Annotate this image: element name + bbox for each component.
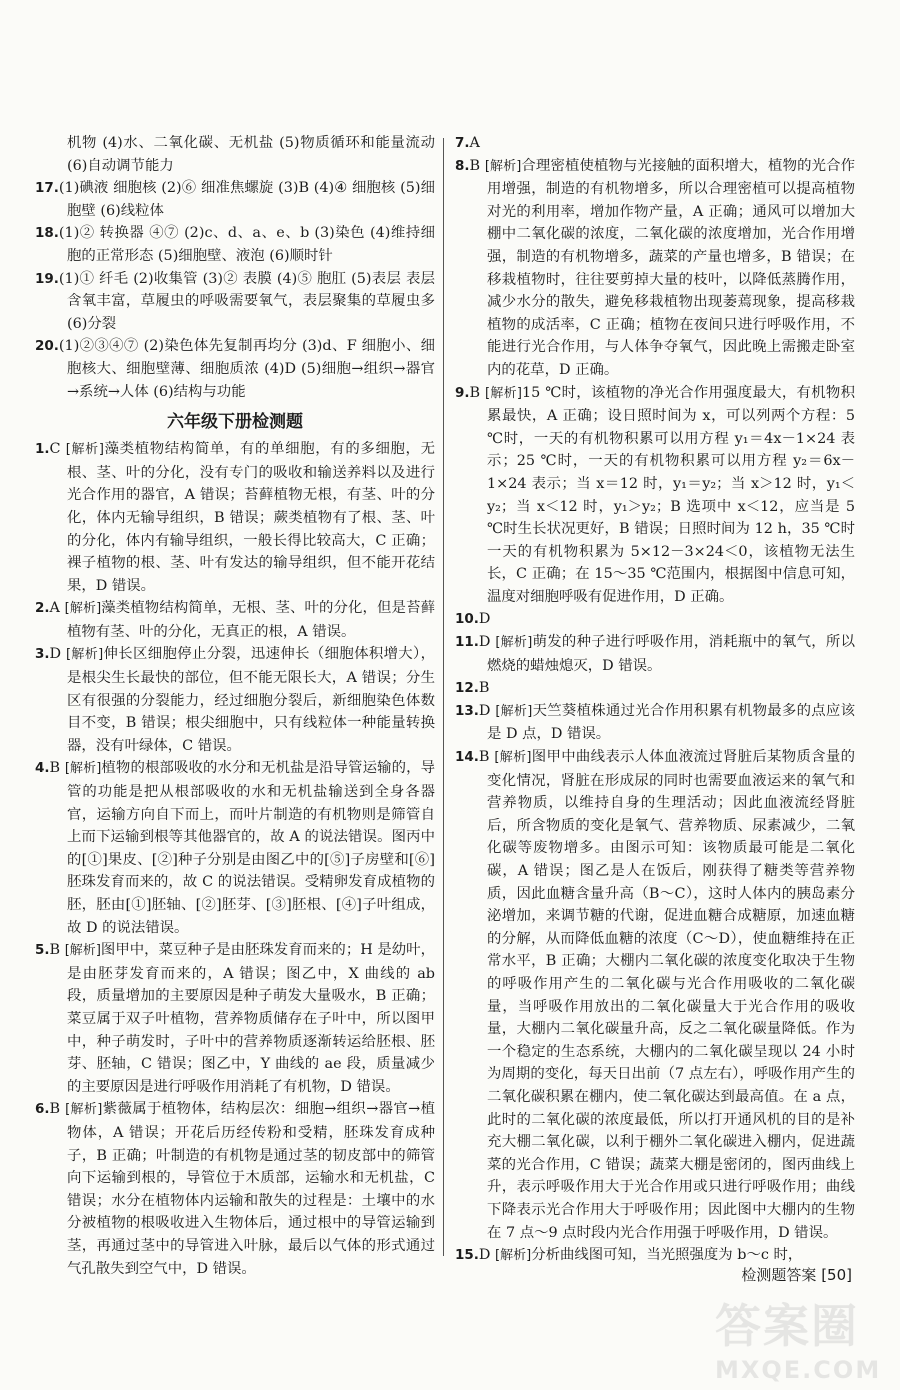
analysis-tag: [解析] — [65, 1102, 103, 1118]
page-footer — [741, 1264, 852, 1285]
answer-item — [35, 335, 435, 403]
answer-text: 天竺葵植株通过光合作用积累有机物最多的点应该是 D 点，D 错误。 — [487, 702, 855, 743]
section-heading: 六年级下册检测题 — [167, 412, 303, 433]
watermark-title: 答案圈 — [715, 1299, 859, 1353]
analysis-tag: [解析] — [484, 385, 523, 401]
answer-text: 分析曲线图可知，当光照强度为 b～c 时， — [531, 1247, 803, 1264]
analysis-tag: [解析] — [64, 943, 101, 959]
answer-choice: A — [49, 600, 65, 617]
answer-item — [35, 1098, 435, 1280]
answer-text: 植物的根部吸收的水分和无机盐是沿导管运输的，导管的功能是把从根部吸收的水和无机盐输送到全身各器官，运输方向自下而上，而叶片制造的有机物则是筛管自上而下运输到根等其他器官的，故 A 的说法错误。图丙中的[①]果皮、[②]种子分别是由图乙中的[⑤]子房壁和[⑥]胚珠发育而来的，故 C 的说法错误。受精卵发育成植物的胚，胚由[①]胚轴、[②]胚芽、[③]胚根、[④]子叶组成，故 D 的说法错误。 — [67, 760, 435, 936]
question-number: 1. — [35, 441, 50, 458]
answer-item — [455, 746, 855, 1244]
answer-choice: D — [478, 611, 491, 628]
analysis-tag: [解析] — [494, 750, 532, 766]
answer-choice: B — [49, 760, 65, 777]
answer-text: 图甲中，菜豆种子是由胚珠发育而来的；H 是幼叶，是由胚芽发育而来的，A 错误；图乙中，X 曲线的 ab 段，质量增加的主要原因是种子萌发大量吸水，B 正确；菜豆属于双子叶植物，营养物质储存在子叶中，所以图甲中，种子萌发时，子叶中的营养物质逐渐转运给胚根、胚芽、胚轴，C 错误；图乙中，Y 曲线的 ae 段，质量减少的主要原因是进行呼吸作用消耗了有机物，D 错误。 — [67, 942, 435, 1095]
answer-item — [35, 177, 435, 222]
question-number: 6. — [35, 1101, 50, 1118]
question-number: 11. — [455, 634, 479, 651]
footer-label: 检测题答案 — [741, 1266, 817, 1284]
answer-choice: B — [49, 942, 65, 959]
answer-item — [35, 438, 435, 597]
answer-choice: B — [49, 1101, 66, 1118]
answer-text: 藻类植物结构简单，有的单细胞，有的多细胞，无根、茎、叶的分化，没有专门的吸收和输送养料以及进行光合作用的器官，A 错误；苔藓植物无根，有茎、叶的分化，体内无输导组织，B 错误；蕨类植物有了根、茎、叶的分化，体内有输导组织，一般长得比较高大，C 正确；裸子植物的根、茎、叶有发达的输导组织，但不能开花结果，D 错误。 — [67, 441, 435, 594]
question-number: 18. — [35, 225, 59, 242]
answer-choice: B — [478, 680, 490, 697]
page-number: [50] — [821, 1266, 852, 1284]
question-number: 8. — [455, 157, 470, 174]
answer-text: 15 ℃时，该植物的净光合作用强度最大，有机物积累最快，A 正确；设日照时间为 x，可以列两个方程：5 ℃时，一天的有机物积累可以用方程 y₁＝4x－1×24 表示；25 ℃时，一天的有机物积累可以用方程 y₂＝6x－1×24 表示；当 x＝12 时，y₁＝y₂；当 x＞12 时，y₁＜y₂；当 x＜12 时，y₁＞y₂；B 选项中 x＜12，应当是 5 ℃时生长状况更好，B 错误；日照时间为 12 h，35 ℃时一天的有机物积累为 5×12－3×24＜0，该植物无法生长，C 正确；在 15～35 ℃范围内，根据图中信息可知，温度对细胞呼吸有促进作用，D 正确。 — [487, 384, 855, 605]
question-number: 14. — [455, 749, 479, 766]
question-number: 5. — [35, 942, 50, 959]
question-number: 7. — [455, 135, 470, 151]
left-column — [35, 132, 435, 1280]
answer-item — [35, 757, 435, 939]
answer-text: 图甲中曲线表示人体血液流过肾脏后某物质含量的变化情况，肾脏在形成尿的同时也需要血液运来的氧气和营养物质，以维持自身的生理活动；因此血液流经肾脏后，所含物质的变化是氧气、营养物质、尿素减少，二氧化碳等废物增多。由图示可知：该物质最可能是二氧化碳，A 错误；图乙是人在饭后，刚获得了糖类等营养物质，因此血糖含量升高（B～C），这时人体内的胰岛素分泌增加，来调节糖的代谢，促进血糖合成糖原，加速血糖的分解，从而降低血糖的浓度（C～D），使血糖维持在正常水平，B 正确；大棚内二氧化碳的浓度变化取决于生物的呼吸作用产生的二氧化碳与光合作用吸收的二氧化碳量，当呼吸作用放出的二氧化碳量大于光合作用的吸收量，大棚内二氧化碳量升高，反之二氧化碳量降低。作为一个稳定的生态系统，大棚内的二氧化碳呈现以 24 小时为周期的变化，每天日出前（7 点左右），呼吸作用产生的二氧化碳积累在棚内，使二氧化碳达到最高值。在 a 点，此时的二氧化碳的浓度最低，所以打开通风机的目的是补充大棚二氧化碳，以利于棚外二氧化碳进入棚内，促进蔬菜的光合作用，C 错误；蔬菜大棚是密闭的，图丙曲线上升，表示呼吸作用大于光合作用或只进行呼吸作用；曲线下降表示光合作用大于呼吸作用；因此图中大棚内的生物在 7 点～9 点时段内光合作用强于呼吸作用，D 错误。 — [487, 749, 855, 1241]
question-number: 15. — [455, 1247, 479, 1264]
question-number: 4. — [35, 760, 50, 777]
answer-item — [455, 132, 855, 155]
analysis-tag: [解析] — [495, 703, 533, 719]
analysis-tag: [解析] — [65, 442, 104, 458]
answer-text: (1)② 转换器 ④⑦ (2)c、d、a、e、b (3)染色 (4)维持细胞的正常形态 (5)细胞壁、液泡 (6)顺时针 — [58, 225, 435, 264]
answer-item — [455, 700, 855, 746]
answer-item — [455, 608, 855, 631]
answer-item — [35, 268, 435, 336]
question-number: 17. — [35, 180, 59, 197]
analysis-tag: [解析] — [484, 158, 522, 174]
answer-choice: B — [469, 384, 485, 401]
answer-item — [35, 222, 435, 267]
question-number: 19. — [35, 270, 59, 287]
answer-text: 合理密植使植物与光接触的面积增大，植物的光合作用增强，制造的有机物增多，所以合理密植可以提高植物对光的利用率，增加作物产量，A 正确；通风可以增加大棚中二氧化碳的浓度，二氧化碳的浓度增加，光合作用增强，制造的有机物增多，蔬菜的产量也增多，B 错误；在移栽植物时，往往要剪掉大量的枝叶，以降低蒸腾作用，减少水分的散失，避免移栽植物出现萎蔫现象，提高移栽植物的成活率，C 正确；植物在夜间只进行呼吸作用，不能进行光合作用，与人体争夺氧气，因此晚上需搬走卧室内的花草，D 正确。 — [487, 157, 855, 378]
answer-choice: D — [478, 1247, 496, 1264]
answer-choice: D — [478, 702, 496, 719]
column-divider — [443, 138, 444, 1256]
answer-choice: C — [49, 441, 66, 458]
answer-text: (1)① 纤毛 (2)收集管 (3)② 表膜 (4)⑤ 胞肛 (5)表层 表层含氧丰富，草履虫的呼吸需要氧气，表层聚集的草履虫多 (6)分裂 — [58, 270, 435, 332]
answer-item — [35, 643, 435, 757]
analysis-tag: [解析] — [64, 761, 102, 777]
answer-choice: D — [49, 646, 66, 663]
answer-item — [35, 597, 435, 643]
question-number: 12. — [455, 680, 479, 697]
answer-text: (1)碘液 细胞核 (2)⑥ 细准焦螺旋 (3)B (4)④ 细胞核 (5)细胞壁 (6)线粒体 — [58, 180, 435, 219]
question-number: 13. — [455, 702, 479, 719]
answer-item — [455, 677, 855, 700]
question-number: 20. — [35, 338, 59, 355]
answer-item — [455, 631, 855, 677]
analysis-tag: [解析] — [64, 601, 102, 617]
answer-item — [455, 155, 855, 382]
answer-choice: B — [478, 749, 495, 766]
answer-choice: A — [469, 135, 480, 151]
answer-text: 伸长区细胞停止分裂，迅速伸长（细胞体积增大），是根尖生长最快的部位，但不能无限长大，A 错误；分生区有很强的分裂能力，经过细胞分裂后，新细胞染色体数目不变，B 错误；根尖细胞中，只有线粒体一种能量转换器，没有叶绿体，C 错误。 — [67, 646, 435, 754]
answer-text: 萌发的种子进行呼吸作用，消耗瓶中的氧气，所以燃烧的蜡烛熄灭，D 错误。 — [487, 634, 855, 674]
question-number: 3. — [35, 646, 50, 663]
watermark-logo — [715, 1290, 885, 1386]
answer-item — [35, 939, 435, 1098]
question-number: 9. — [455, 384, 470, 401]
analysis-tag: [解析] — [66, 647, 104, 663]
answer-choice: B — [469, 157, 485, 174]
answer-item — [455, 382, 855, 609]
watermark-domain: MXQE.COM — [715, 1356, 882, 1384]
question-number: 10. — [455, 611, 479, 628]
question-number: 2. — [35, 600, 50, 617]
answer-text: 紫薇属于植物体，结构层次：细胞→组织→器官→植物体，A 错误；开花后历经传粉和受精，胚珠发育成种子，B 正确；叶制造的有机物是通过茎的韧皮部中的筛管向下运输到根的，导管位于木质部，运输水和无机盐，C 错误；水分在植物体内运输和散失的过程是：土壤中的水分被植物的根吸收进入生物体后，通过根中的导管运输到茎，再通过茎中的导管进入叶脉，最后以气体的形式通过气孔散失到空气中，D 错误。 — [67, 1101, 435, 1277]
analysis-tag: [解析] — [495, 635, 533, 651]
right-column — [455, 132, 855, 1268]
analysis-tag: [解析] — [495, 1248, 532, 1264]
answer-continuation: 机物 (4)水、二氧化碳、无机盐 (5)物质循环和能量流动 (6)自动调节能力 — [67, 135, 435, 174]
answer-text: (1)②③④⑦ (2)染色体先复制再均分 (3)d、F 细胞小、细胞核大、细胞壁薄、细胞质浓 (4)D (5)细胞→组织→器官→系统→人体 (6)结构与功能 — [58, 338, 435, 400]
answer-choice: D — [478, 634, 496, 651]
answer-text: 藻类植物结构简单，无根、茎、叶的分化，但是苔藓植物有茎、叶的分化，无真正的根，A 错误。 — [67, 600, 435, 640]
